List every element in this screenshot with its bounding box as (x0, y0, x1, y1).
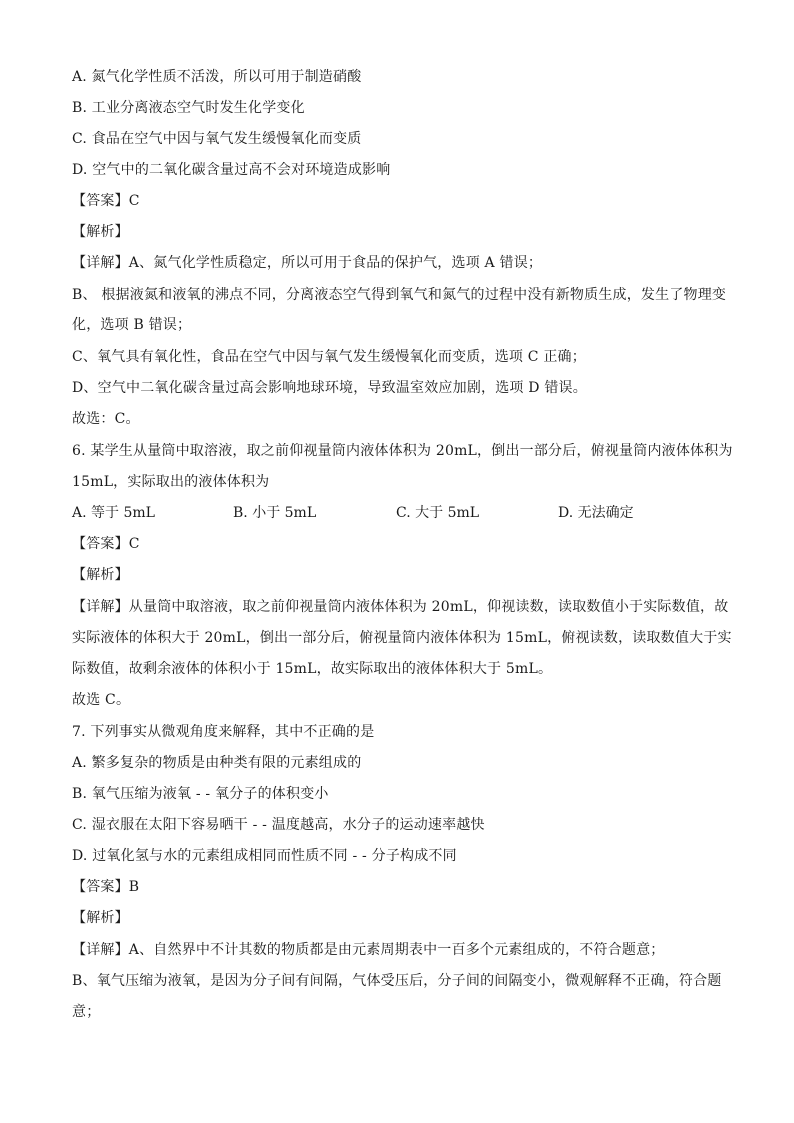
q7-analysis-label: 【解析】 (72, 910, 129, 926)
q7-detail-line: B、氧气压缩为液氧，是因为分子间有间隔，气体受压后，分子间的间隔变小，微观解释不正确，符合题 (72, 973, 722, 989)
q6-stem-line: 6. 某学生从量筒中取溶液，取之前仰视量筒内液体体积为 20mL，倒出一部分后，俯视量筒内液体体积为 (72, 443, 733, 459)
q5-answer: 【答案】C (72, 193, 140, 209)
q7-stem: 7. 下列事实从微观角度来解释，其中不正确的是 (72, 724, 375, 740)
q6-option-c: C. 大于 5mL (396, 505, 480, 521)
q5-detail-line: 化，选项 B 错误； (72, 317, 192, 333)
q7-detail-line: 意； (72, 1004, 101, 1020)
q7-option-b: B. 氧气压缩为液氧 - - 氧分子的体积变小 (72, 786, 329, 802)
q6-option-d: D. 无法确定 (558, 505, 634, 521)
q6-option-a: A. 等于 5mL (72, 505, 155, 521)
q5-detail-line: B、 根据液氮和液氧的沸点不同，分离液态空气得到氧气和氮气的过程中没有新物质生成，发生了物理变 (72, 287, 727, 303)
q6-detail-line: 实际液体的体积大于 20mL，倒出一部分后，俯视量筒内液体体积为 15mL，俯视读数，读取数值大于实 (72, 630, 732, 646)
q5-option-a: A. 氮气化学性质不活泼，所以可用于制造硝酸 (72, 69, 362, 85)
q6-answer: 【答案】C (72, 536, 140, 552)
q5-option-d: D. 空气中的二氧化碳含量过高不会对环境造成影响 (72, 162, 391, 178)
q7-answer: 【答案】B (72, 879, 140, 895)
q7-option-a: A. 繁多复杂的物质是由种类有限的元素组成的 (72, 755, 362, 771)
q7-option-d: D. 过氧化氢与水的元素组成相同而性质不同 - - 分子构成不同 (72, 848, 457, 864)
q5-analysis-label: 【解析】 (72, 224, 129, 240)
q6-conclusion: 故选 C。 (72, 692, 131, 708)
q6-detail-line: 际数值，故剩余液体的体积小于 15mL，故实际取出的液体体积大于 5mL。 (72, 661, 553, 677)
q7-detail-line: 【详解】A、自然界中不计其数的物质都是由元素周期表中一百多个元素组成的，不符合题意； (72, 942, 665, 958)
q5-detail-line: 【详解】A、氮气化学性质稳定，所以可用于食品的保护气，选项 A 错误； (72, 255, 543, 271)
q5-detail-line: C、氧气具有氧化性，食品在空气中因与氧气发生缓慢氧化而变质，选项 C 正确； (72, 349, 586, 365)
q6-analysis-label: 【解析】 (72, 567, 129, 583)
q5-option-c: C. 食品在空气中因与氧气发生缓慢氧化而变质 (72, 131, 362, 147)
q5-conclusion: 故选：C。 (72, 411, 140, 427)
q6-option-b: B. 小于 5mL (233, 505, 317, 521)
q7-option-c: C. 湿衣服在太阳下容易晒干 - - 温度越高，水分子的运动速率越快 (72, 817, 485, 833)
q5-detail-line: D、空气中二氧化碳含量过高会影响地球环境，导致温室效应加剧，选项 D 错误。 (72, 380, 587, 396)
q6-stem-line: 15mL，实际取出的液体体积为 (72, 474, 270, 490)
q6-detail-line: 【详解】从量筒中取溶液，取之前仰视量筒内液体体积为 20mL，仰视读数，读取数值小于实际数值，故 (72, 599, 729, 615)
q6-options-row (72, 503, 722, 523)
q5-option-b: B. 工业分离液态空气时发生化学变化 (72, 100, 305, 116)
